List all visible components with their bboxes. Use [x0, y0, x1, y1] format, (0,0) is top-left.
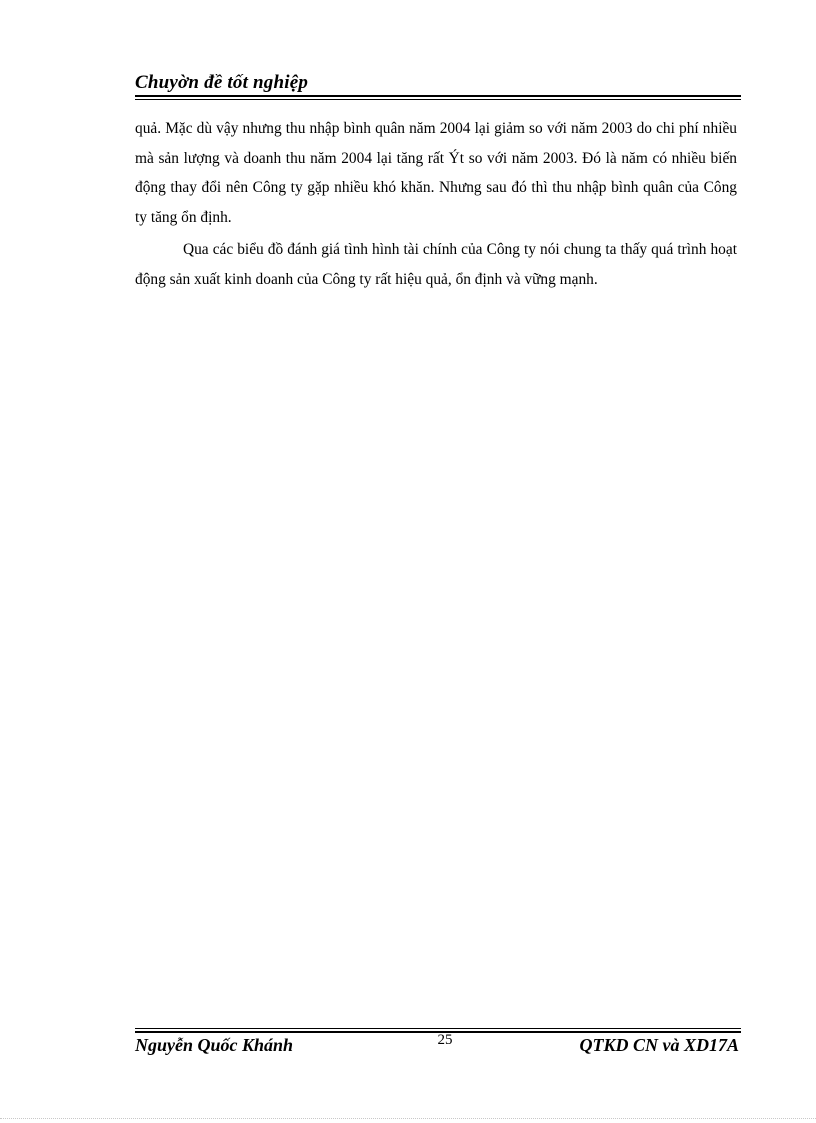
document-title: Chuyờn đề tốt nghiệp — [135, 72, 309, 93]
page-number: 25 — [437, 1032, 453, 1048]
header-divider-thin — [135, 99, 741, 100]
header-divider — [135, 95, 741, 97]
page-bottom-border — [0, 1118, 816, 1119]
author-name: Nguyễn Quốc Khánh — [135, 1035, 294, 1055]
body-text — [135, 114, 737, 297]
class-name: QTKD CN và XD17A — [579, 1035, 739, 1055]
paragraph-conclusion: Qua các biểu đồ đánh giá tình hình tài chính của Công ty nói chung ta thấy quá trình hoạt động sản xuất kinh doanh của Công ty rất hiệu quả, ổn định và vững mạnh. — [135, 241, 737, 288]
paragraph-continuation: quả. Mặc dù vậy nhưng thu nhập bình quân năm 2004 lại giảm so với năm 2003 do chi phí nhiều mà sản lượng và doanh thu năm 2004 lại tăng rất Ýt so với năm 2003. Đó là năm có nhiều biến động thay đổi nên Công ty gặp nhiều khó khăn. Nhưng sau đó thì thu nhập bình quân của Công ty tăng ổn định. — [135, 120, 737, 226]
footer-divider-thin — [135, 1028, 741, 1029]
